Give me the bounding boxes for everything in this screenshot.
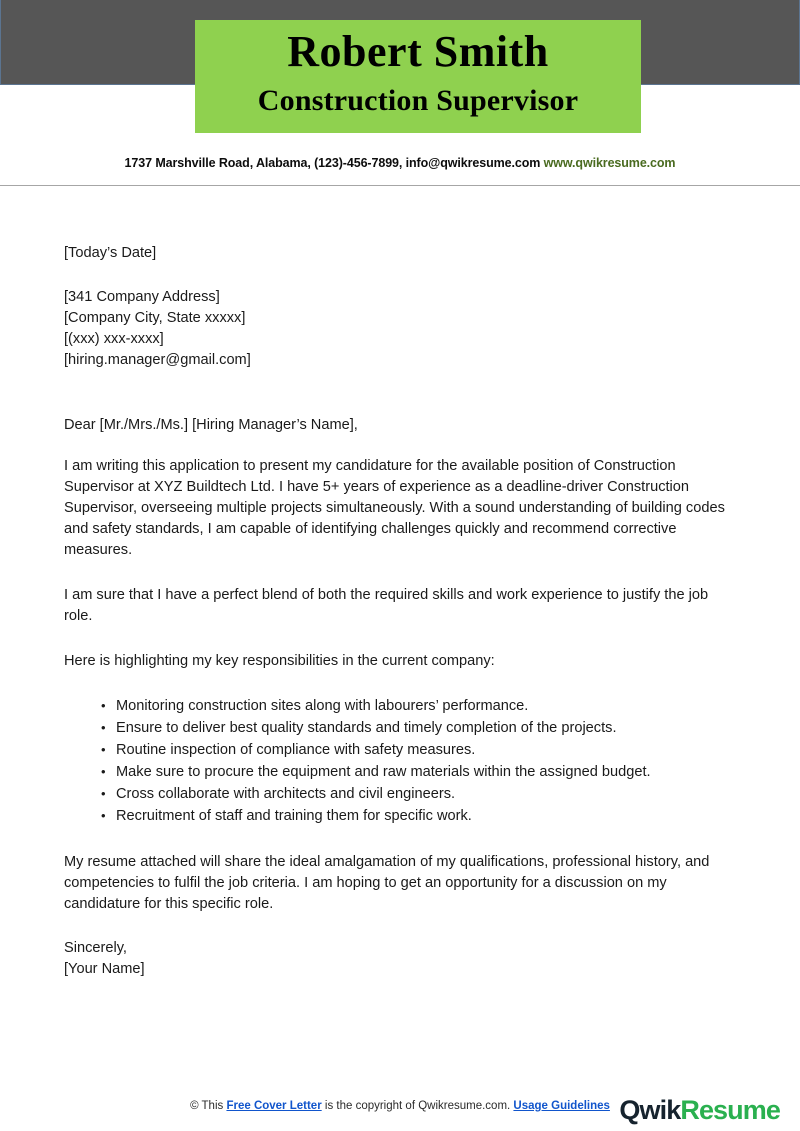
- name-banner: [195, 20, 641, 133]
- recipient-phone-line: [(xxx) xxx-xxxx]: [64, 331, 164, 347]
- document-header: [0, 0, 800, 135]
- signature-name: [Your Name]: [64, 960, 145, 977]
- list-item: • Ensure to deliver best quality standards and timely completion of the projects.: [64, 718, 736, 740]
- recipient-address-line: [341 Company Address]: [64, 289, 220, 305]
- contact-details: 1737 Marshville Road, Alabama, (123)-456-7899, info@qwikresume.com: [124, 156, 541, 170]
- paragraph-intro: I am writing this application to present my candidature for the available position of Construction Supervisor at XYZ Buildtech Ltd. I have 5+ years of experience as a deadline-driver Construction Supervisor, overseeing multiple projects simultaneously. With a sound understanding of building codes and safety standards, I am capable of identifying challenges quickly and recommend corrective measures.: [64, 458, 725, 558]
- recipient-city-line: [Company City, State xxxxx]: [64, 310, 246, 326]
- recipient-email-line: [hiring.manager@gmail.com]: [64, 352, 251, 368]
- list-item: • Recruitment of staff and training them for specific work.: [64, 806, 736, 828]
- contact-website-link[interactable]: www.qwikresume.com: [543, 156, 676, 170]
- applicant-job-title: Construction Supervisor: [257, 84, 579, 117]
- responsibilities-list: [64, 696, 736, 828]
- contact-line: [0, 156, 800, 170]
- list-item: • Routine inspection of compliance with safety measures.: [64, 740, 736, 762]
- usage-guidelines-link[interactable]: Usage Guidelines: [513, 1100, 610, 1112]
- logo-text-qwik: Qwik: [619, 1095, 681, 1125]
- closing-salutation: Sincerely,: [64, 939, 127, 956]
- list-item: • Make sure to procure the equipment and raw materials within the assigned budget.: [64, 762, 736, 784]
- letter-body: [64, 243, 736, 980]
- applicant-name: Robert Smith: [287, 27, 549, 76]
- paragraph-closing: My resume attached will share the ideal amalgamation of my qualifications, professional history, and competencies to fulfil the job criteria. I am hoping to get an opportunity for a discussion on my candidature for this specific role.: [64, 853, 710, 912]
- list-item: • Monitoring construction sites along with labourers’ performance.: [64, 696, 736, 718]
- signoff-block: [64, 938, 736, 980]
- header-divider: [0, 185, 800, 186]
- document-footer: [0, 1090, 800, 1131]
- recipient-block: [64, 287, 736, 371]
- logo-text-resume: Resume: [680, 1095, 780, 1125]
- qwikresume-logo[interactable]: [619, 1093, 780, 1127]
- salutation: Dear [Mr./Mrs./Ms.] [Hiring Manager’s Name],: [64, 417, 358, 433]
- free-cover-letter-link[interactable]: Free Cover Letter: [226, 1100, 322, 1112]
- copyright-prefix: © This: [190, 1100, 227, 1112]
- list-item: • Cross collaborate with architects and civil engineers.: [64, 784, 736, 806]
- paragraph-skills: I am sure that I have a perfect blend of both the required skills and work experience to justify the job role.: [64, 587, 709, 624]
- copyright-middle: is the copyright of Qwikresume.com.: [321, 1100, 514, 1112]
- letter-date: [Today’s Date]: [64, 245, 157, 261]
- bullets-intro: Here is highlighting my key responsibilities in the current company:: [64, 653, 495, 669]
